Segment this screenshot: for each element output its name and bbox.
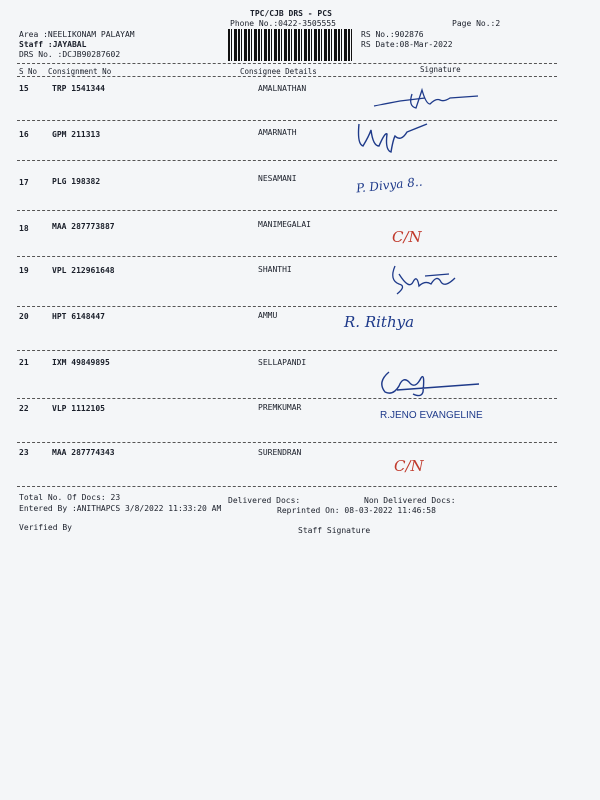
signature-text: C/N (392, 228, 422, 246)
signature-text: R. Rithya (344, 313, 415, 331)
rs-number: RS No.:902876 (361, 30, 424, 39)
signature-mark (355, 116, 435, 156)
row-divider (17, 442, 557, 443)
row-consignment: PLG 198382 (52, 177, 101, 186)
row-consignee: AMARNATH (258, 128, 297, 137)
row-sno: 21 (19, 358, 29, 367)
non-delivered-docs: Non Delivered Docs: (364, 496, 456, 505)
barcode (228, 29, 352, 61)
signature-mark (370, 84, 480, 114)
row-consignee: SELLAPANDI (258, 358, 307, 367)
row-consignment: GPM 211313 (52, 130, 101, 139)
row-sno: 17 (19, 178, 29, 187)
row-divider (17, 486, 557, 487)
signature-mark (385, 260, 465, 300)
row-sno: 16 (19, 130, 29, 139)
row-consignee: SURENDRAN (258, 448, 302, 457)
row-consignee: MANIMEGALAI (258, 220, 311, 229)
row-divider (17, 160, 557, 161)
area-label: Area :NEELIKONAM PALAYAM (19, 30, 135, 39)
staff-label: Staff :JAYABAL (19, 40, 87, 49)
signature-text: R.JENO EVANGELINE (380, 410, 483, 421)
row-consignee: AMALNATHAN (258, 84, 307, 93)
page-number: Page No.:2 (452, 19, 501, 28)
verified-by: Verified By (19, 523, 72, 532)
column-header-sno: S No (19, 67, 38, 76)
column-header-consignment: Consignment No (48, 67, 112, 76)
row-consignee: PREMKUMAR (258, 403, 302, 412)
row-divider (17, 120, 557, 121)
staff-signature-label: Staff Signature (298, 526, 371, 535)
row-consignment: VLP 1112105 (52, 404, 105, 413)
column-header-signature: Signature (420, 65, 461, 74)
row-consignment: IXM 49849895 (52, 358, 110, 367)
row-sno: 15 (19, 84, 29, 93)
row-consignee: SHANTHI (258, 265, 292, 274)
row-consignee: NESAMANI (258, 174, 297, 183)
entered-by: Entered By :ANITHAPCS 3/8/2022 11:33:20 AM (19, 504, 222, 513)
row-divider (17, 210, 557, 211)
row-consignment: MAA 287774343 (52, 448, 115, 457)
row-sno: 20 (19, 312, 29, 321)
row-divider (17, 256, 557, 257)
row-consignment: TRP 1541344 (52, 84, 105, 93)
delivered-docs: Delivered Docs: (228, 496, 301, 505)
row-sno: 19 (19, 266, 29, 275)
signature-mark (375, 368, 485, 402)
row-sno: 23 (19, 448, 29, 457)
row-consignment: VPL 212961648 (52, 266, 115, 275)
row-sno: 18 (19, 224, 29, 233)
row-divider (17, 306, 557, 307)
row-sno: 22 (19, 404, 29, 413)
row-consignment: MAA 287773887 (52, 222, 115, 231)
row-divider (17, 398, 557, 399)
column-header-consignee: Consignee Details (240, 67, 317, 76)
signature-text: P. Divya 8.. (355, 174, 424, 196)
drs-number: DRS No. :DCJB90287602 (19, 50, 121, 59)
document-title: TPC/CJB DRS - PCS (250, 9, 332, 18)
total-docs: Total No. Of Docs: 23 (19, 493, 121, 502)
header-divider-top (17, 63, 557, 64)
row-consignment: HPT 6148447 (52, 312, 105, 321)
signature-text: C/N (394, 457, 424, 475)
row-consignee: AMMU (258, 311, 278, 320)
phone-number: Phone No.:0422-3505555 (230, 19, 336, 28)
reprinted-on: Reprinted On: 08-03-2022 11:46:58 (277, 506, 436, 515)
rs-date: RS Date:08-Mar-2022 (361, 40, 453, 49)
header-divider-bottom (17, 76, 557, 77)
row-divider (17, 350, 557, 351)
